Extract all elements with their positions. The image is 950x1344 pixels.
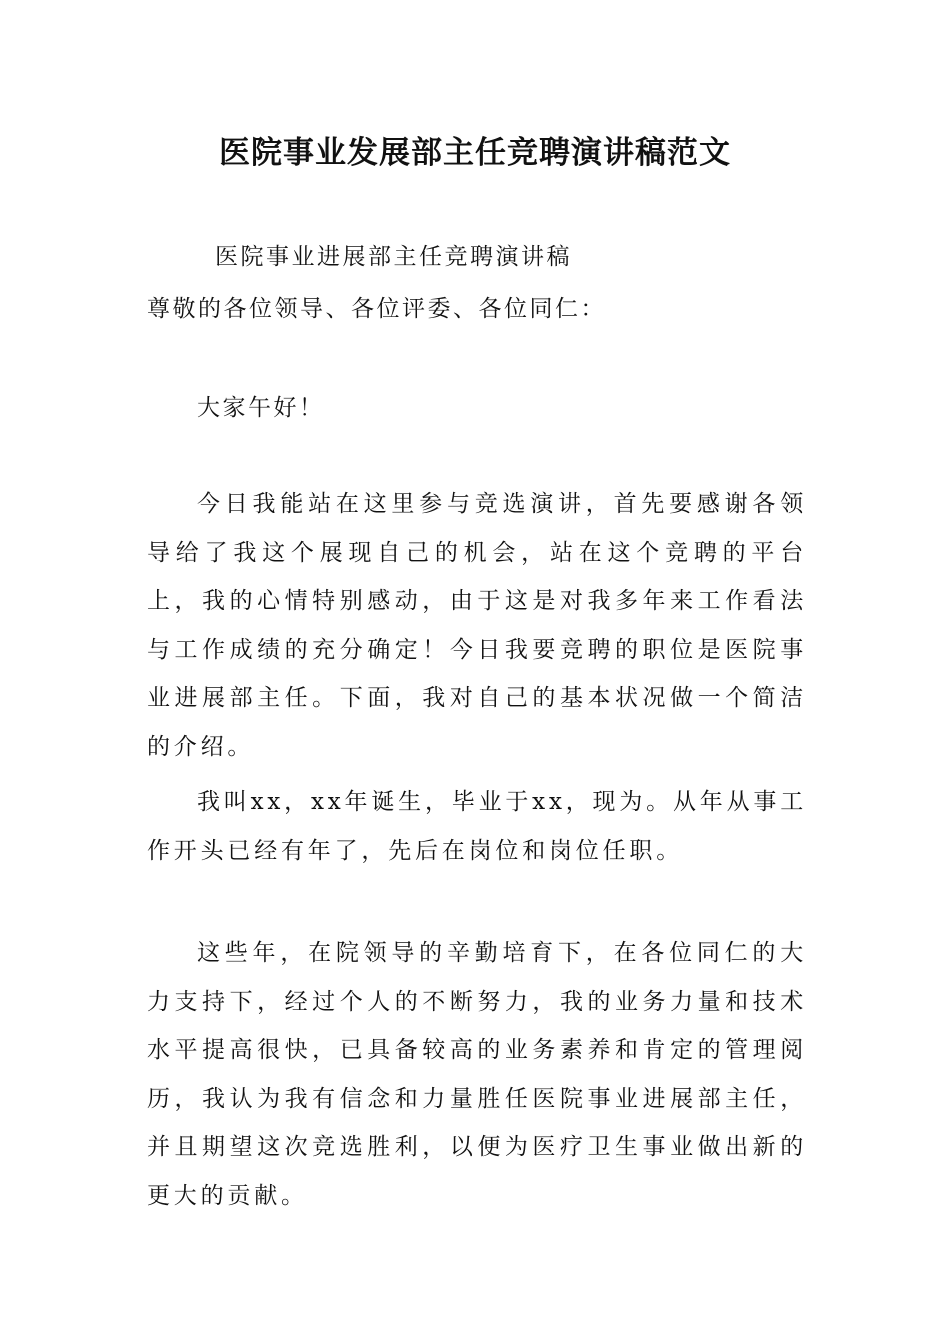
speech-subtitle: 医院事业进展部主任竞聘演讲稿: [215, 244, 572, 270]
salutation: 尊敬的各位领导、各位评委、各位同仁：: [147, 296, 606, 322]
paragraph-qualifications: 这些年，在院领导的辛勤培育下，在各位同仁的大力支持下，经过个人的不断努力，我的业务力量和技术水平提高很快，已具备较高的业务素养和肯定的管理阅历，我认为我有信念和力量胜任医院事业进展部主任，并且期望这次竞选胜利，以便为医疗卫生事业做出新的更大的贡献。: [147, 940, 807, 1209]
document-title: 医院事业发展部主任竞聘演讲稿范文: [219, 135, 731, 171]
paragraph-personal-info: 我叫xx，xx年诞生，毕业于xx，现为。从年从事工作开头已经有年了，先后在岗位和岗位任职。: [147, 789, 807, 864]
greeting: 大家午好！: [197, 395, 325, 421]
paragraph-introduction: 今日我能站在这里参与竞选演讲，首先要感谢各领导给了我这个展现自己的机会，站在这个竞聘的平台上，我的心情特别感动，由于这是对我多年来工作看法与工作成绩的充分确定！今日我要竞聘的职位是医院事业进展部主任。下面，我对自己的基本状况做一个简洁的介绍。: [147, 491, 807, 760]
